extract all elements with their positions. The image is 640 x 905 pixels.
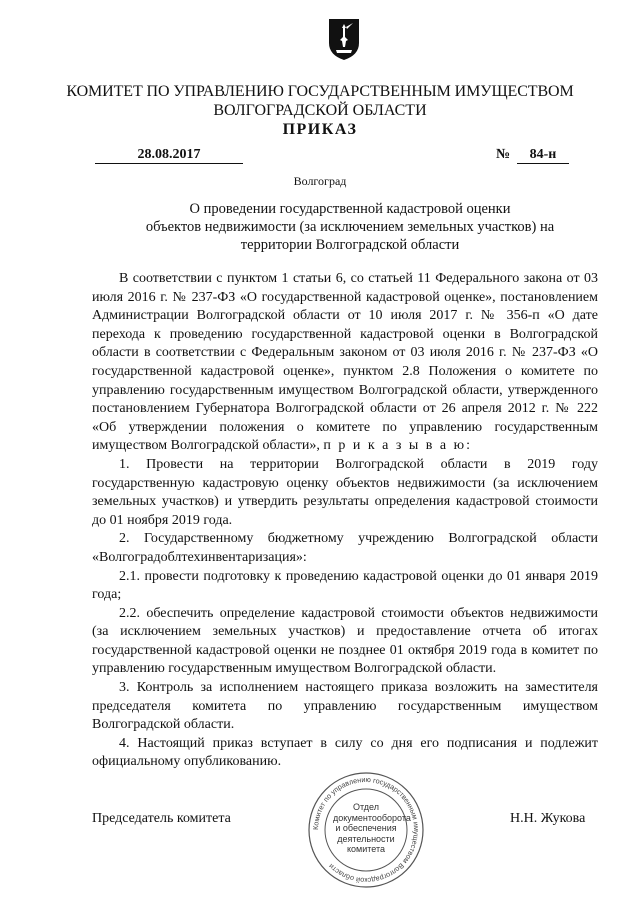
document-number: 84-н [517, 146, 569, 164]
subject-line2: объектов недвижимости (за исключением земельных участков) на [145, 219, 555, 235]
committee-name-line1: КОМИТЕТ ПО УПРАВЛЕНИЮ ГОСУДАРСТВЕННЫМ ИМУЩЕСТВОМ [66, 83, 574, 100]
document-body [92, 270, 598, 772]
coat-of-arms-icon [327, 17, 361, 61]
signer-title: Председатель комитета [92, 811, 231, 826]
stamp-ring-text: Комитет по управлению государственным имуществом Волгоградской области [310, 774, 422, 886]
document-type-title: ПРИКАЗ [282, 121, 358, 138]
document-subject [140, 200, 560, 254]
preamble-text: В соответствии с пунктом 1 статьи 6, со статьей 11 Федерального закона от 03 июля 2016 г. № 237-ФЗ «О государственной кадастровой оценке», постановлением Администрации Волгоградской области от 10 июля 2017 г. № 356-п «О дате перехода к проведению государственной кадастровой оценки в Волгоградской области в соответствии с Федеральным законом от 03 июля 2016 г. № 237-ФЗ «О государственной кадастровой оценке», пунктом 2.8 Положения о комитете по управлению государственным имуществом Волгоградской области, утвержденного постановлением Губернатора Волгоградской области от 26 апреля 2012 г. № 222 «Об утверждении положения о комитете по управлению государственным имуществом Волгоградской области», [92, 271, 598, 454]
signer-name: Н.Н. Жукова [510, 811, 586, 826]
stamp-line5: комитета [346, 844, 385, 854]
city-name: Волгоград [293, 174, 347, 188]
item-1: 1. Провести на территории Волгоградской области в 2019 году государственную кадастровую оценку объектов недвижимости (за исключением земельных участков) и утвердить результаты определения кадастровой стоимости до 01 ноября 2019 года. [92, 456, 598, 528]
stamp-line4: деятельности [337, 833, 395, 844]
subject-line3: территории Волгоградской области [240, 237, 460, 253]
committee-name-line2: ВОЛГОГРАДСКОЙ ОБЛАСТИ [213, 102, 427, 119]
subject-line1: О проведении государственной кадастровой оценки [189, 201, 511, 217]
document-date: 28.08.2017 [95, 146, 243, 164]
number-sign: № [496, 147, 511, 162]
stamp-line3: и обеспечения [335, 823, 397, 833]
item-3: 3. Контроль за исполнением настоящего приказа возложить на заместителя председателя комитета по управлению государственным имуществом Волгоградской области. [92, 680, 598, 733]
decree-word: п р и к а з ы в а ю: [323, 438, 472, 454]
stamp-center-text [333, 802, 411, 855]
item-2-2: 2.2. обеспечить определение кадастровой стоимости объектов недвижимости (за исключением земельных участков) и предоставление отчета об итогах государственной кадастровой оценки не позднее 01 октября 2019 года в комитет по управлению государственным имуществом Волгоградской области. [92, 605, 598, 677]
item-2-1: 2.1. провести подготовку к проведению кадастровой оценки до 01 января 2019 года; [92, 568, 598, 603]
item-2: 2. Государственному бюджетному учреждению Волгоградской области «Волгоградоблтехинвентаризация»: [92, 531, 598, 565]
preamble-paragraph [92, 270, 598, 456]
stamp-line2: документооборота [333, 812, 411, 823]
stamp-line1: Отдел [352, 802, 380, 812]
item-4: 4. Настоящий приказ вступает в силу со дня его подписания и подлежит официальному опубликованию. [92, 735, 598, 770]
